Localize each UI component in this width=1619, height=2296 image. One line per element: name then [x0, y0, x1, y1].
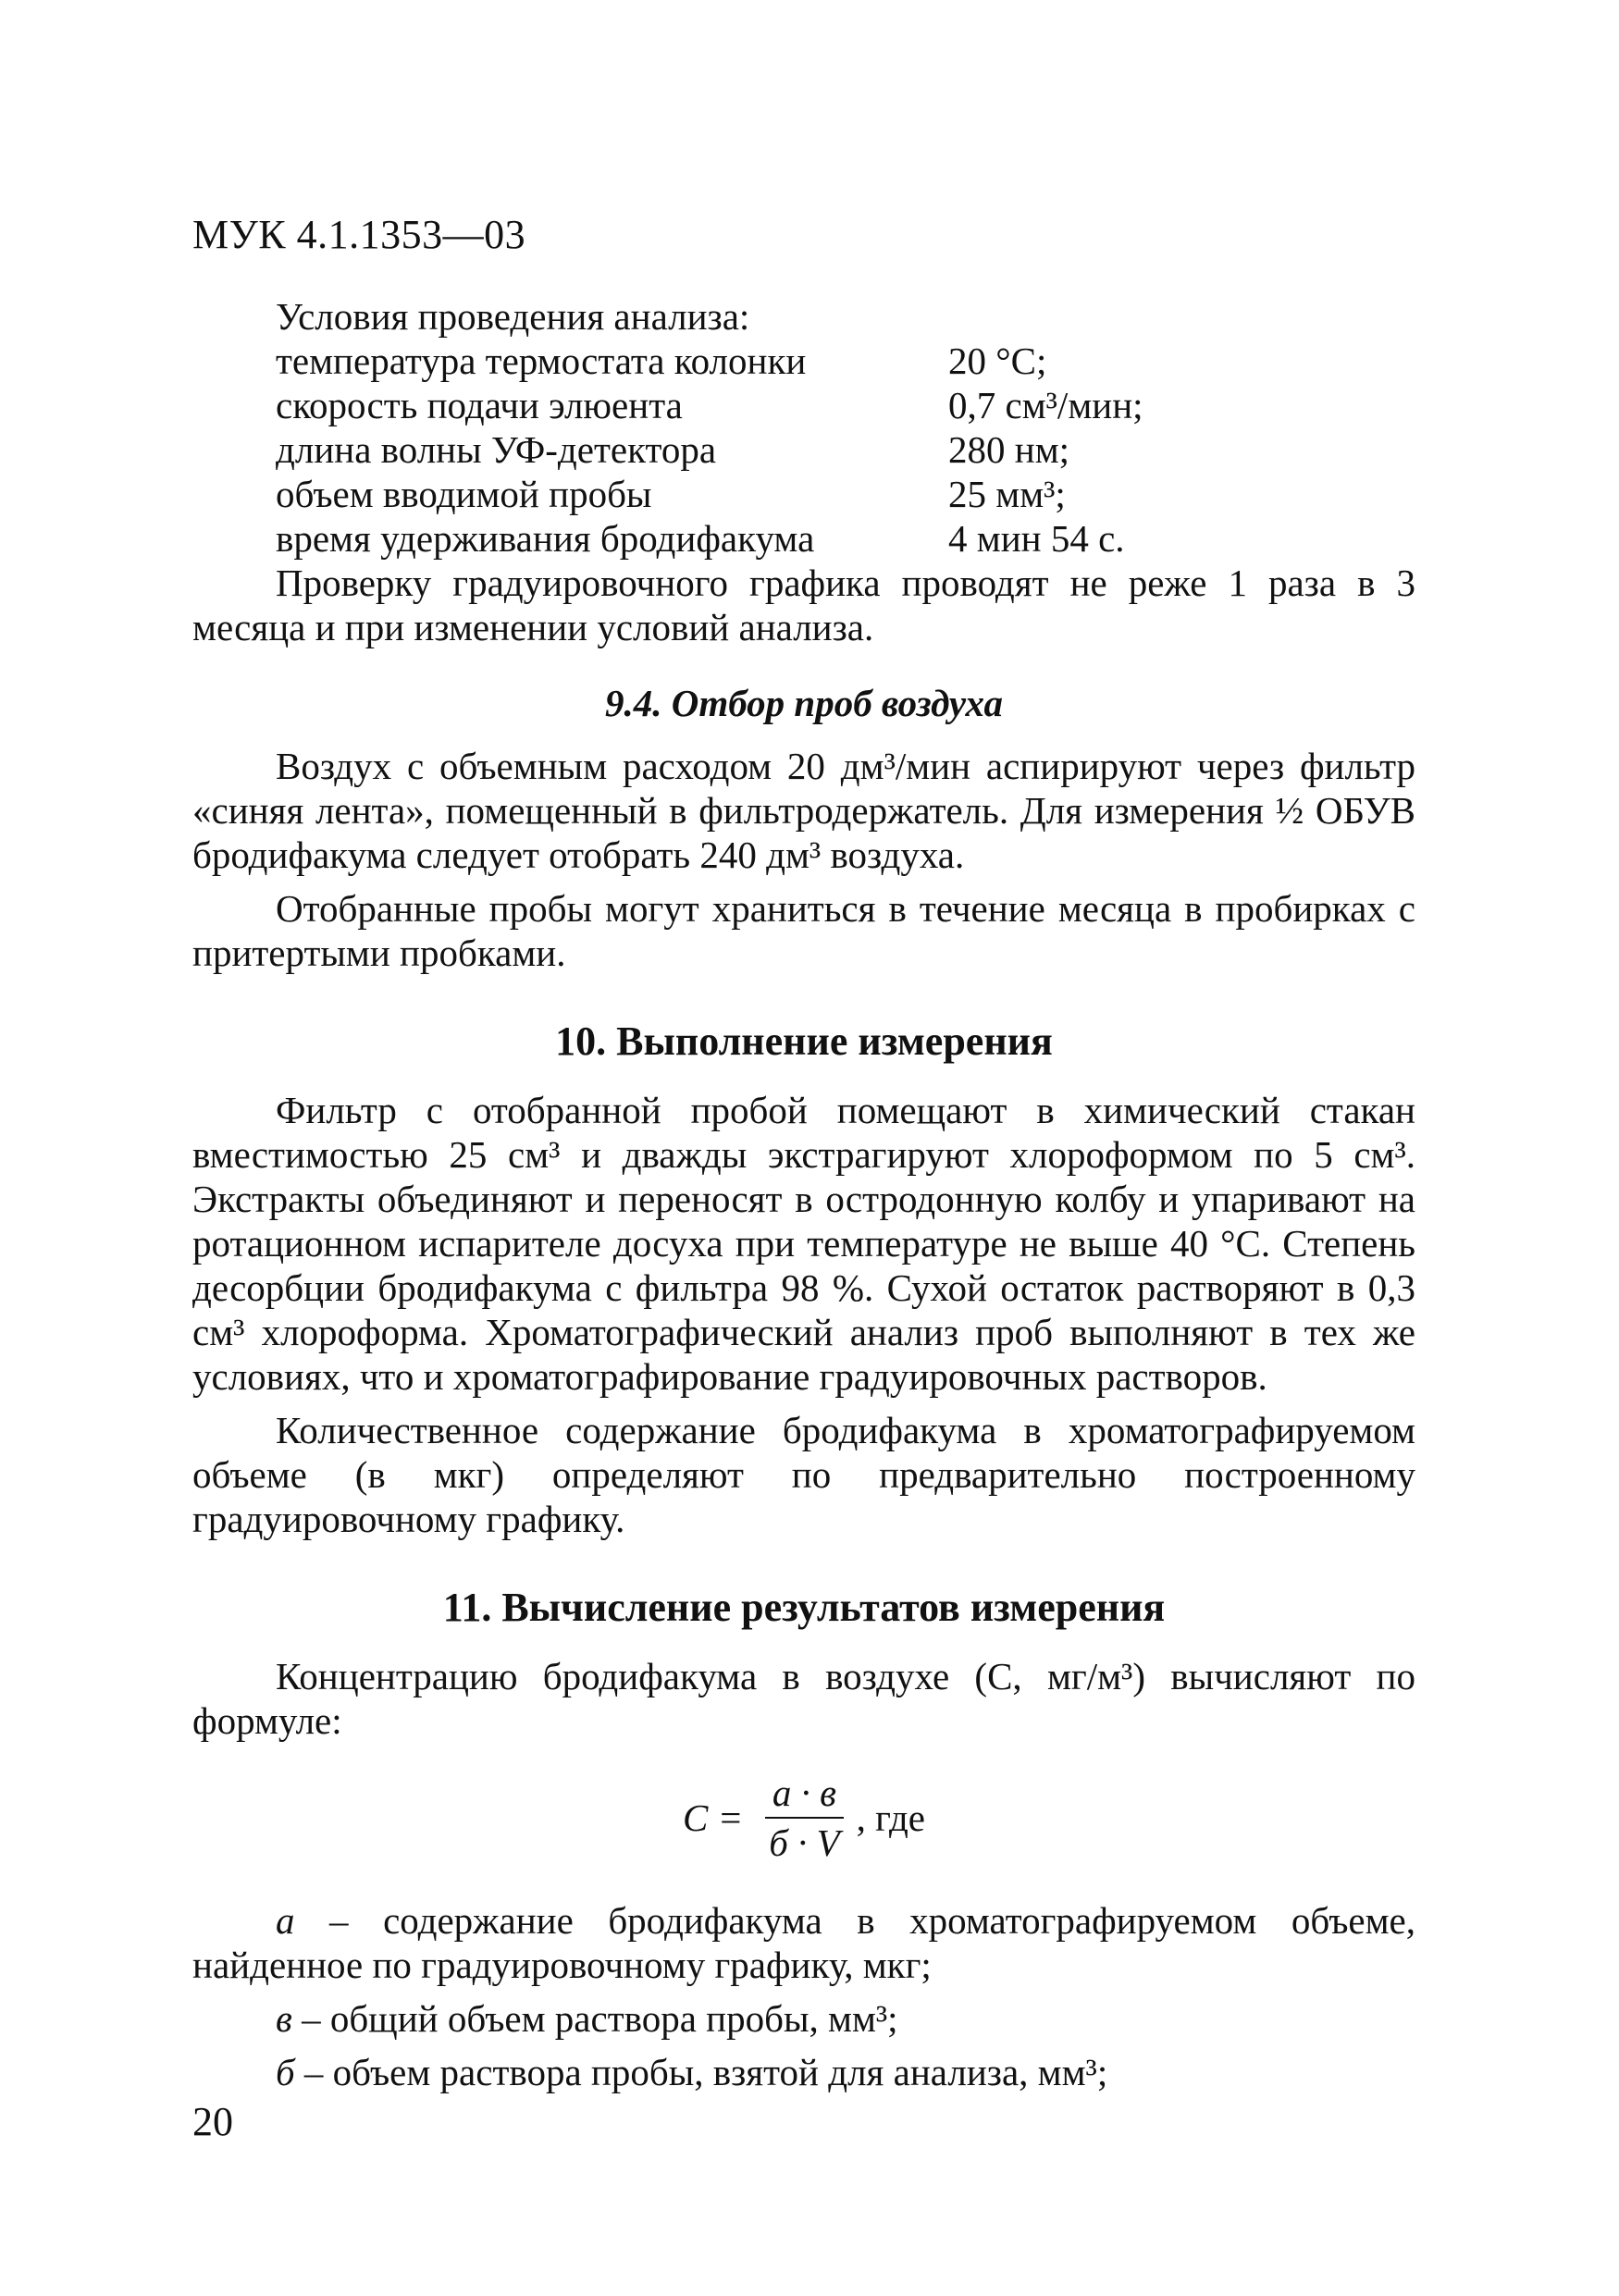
section-11-heading: 11. Вычисление результатов измерения [442, 1585, 1166, 1630]
condition-row [192, 383, 1415, 427]
page-number: 20 [192, 2099, 233, 2144]
condition-value: 25 мм³; [948, 473, 1066, 515]
variable-description: – содержание бродифакума в хроматографируемом объеме, найденное по градуировочному графику, мкг; [192, 1899, 1415, 1986]
section-9-4-heading: 9.4. Отбор проб воздуха [604, 682, 1004, 724]
formula-suffix: , где [856, 1796, 926, 1839]
section-11-intro: Концентрацию бродифакума в воздухе (С, мг/м³) вычисляют по формуле: [192, 1655, 1415, 1742]
variable-symbol: б [276, 2051, 295, 2093]
condition-label: длина волны УФ-детектора [276, 428, 717, 471]
condition-row [192, 472, 1415, 516]
variable-definition [192, 1898, 1415, 1987]
formula-lhs: С = [682, 1796, 744, 1839]
condition-row [192, 339, 1415, 383]
section-10-paragraph-1: Фильтр с отобранной пробой помещают в химический стакан вместимостью 25 см³ и дважды экстрагируют хлороформом по 5 см³. Экстракты объединяют и переносят в остродонную колбу и упаривают на ротационном испарителе досуха при температуре не выше 40 °С. Степень десорбции бродифакума с фильтра 98 %. Сухой остаток растворяют в 0,3 см³ хлороформа. Хроматографический анализ проб выполняют в тех же условиях, что и хроматографирование градуировочных растворов. [192, 1089, 1415, 1398]
concentration-formula [192, 1771, 1415, 1865]
section-10-paragraph-2: Количественное содержание бродифакума в хроматографируемом объеме (в мкг) определяют по предварительно построенному градуировочному графику. [192, 1409, 1415, 1540]
condition-value: 280 нм; [948, 428, 1070, 471]
section-9-4-paragraph-1: Воздух с объемным расходом 20 дм³/мин аспирируют через фильтр «синяя лента», помещенный в фильтродержатель. Для измерения ½ ОБУВ бродифакума следует отобрать 240 дм³ воздуха. [192, 745, 1415, 876]
formula-denominator: б · V [769, 1821, 840, 1864]
section-9-4-paragraph-2: Отобранные пробы могут храниться в течение месяца в пробирках с притертыми пробками. [192, 887, 1415, 974]
conditions-title: Условия проведения анализа: [276, 295, 750, 338]
condition-row [192, 427, 1415, 472]
condition-value: 0,7 см³/мин; [948, 384, 1143, 426]
condition-value: 20 °С; [948, 339, 1047, 382]
formula-fraction [761, 1771, 847, 1865]
variable-symbol: в [276, 1997, 292, 2040]
condition-value: 4 мин 54 с. [948, 517, 1125, 560]
formula-numerator: а · в [765, 1771, 844, 1819]
condition-label: температура термостата колонки [276, 339, 807, 382]
conditions-note: Проверку градуировочного графика проводят не реже 1 раза в 3 месяца и при изменении условий анализа. [192, 562, 1415, 648]
page-body [192, 294, 1415, 2104]
variable-description: – объем раствора пробы, взятой для анализа, мм³; [294, 2051, 1108, 2093]
document-code: МУК 4.1.1353—03 [192, 212, 526, 257]
condition-row [192, 516, 1415, 561]
variable-symbol: а [276, 1899, 295, 1942]
variable-description: – общий объем раствора пробы, мм³; [291, 1997, 898, 2040]
condition-label: время удерживания бродифакума [276, 517, 815, 560]
section-10-heading: 10. Выполнение измерения [555, 1018, 1053, 1064]
variable-definition [192, 1996, 1415, 2041]
condition-label: скорость подачи элюента [276, 384, 683, 426]
condition-label: объем вводимой пробы [276, 473, 652, 515]
variable-definition [192, 2050, 1415, 2094]
